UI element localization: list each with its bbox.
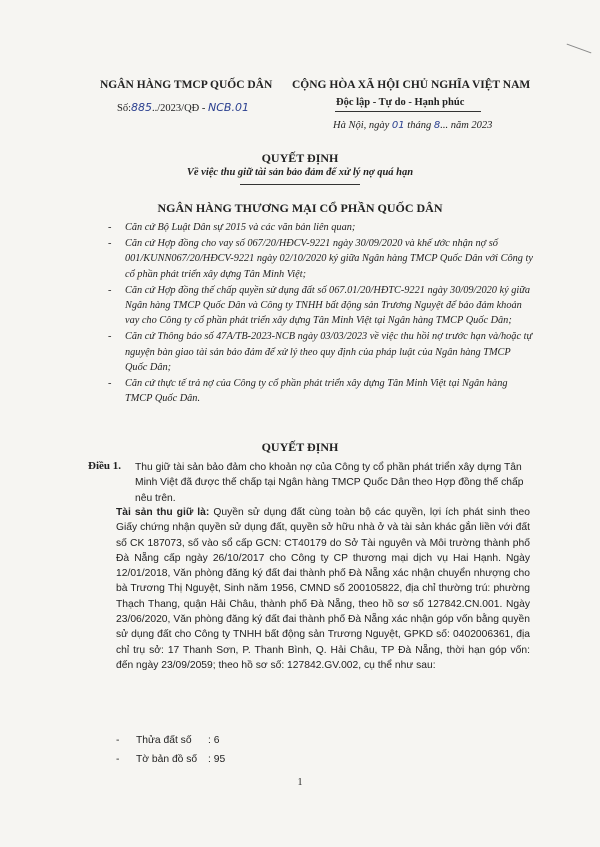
place-suffix: ... năm 2023 — [440, 120, 493, 131]
place-prefix: Hà Nội, ngày — [333, 120, 392, 131]
decision-title: QUYẾT ĐỊNH — [261, 151, 339, 165]
doc-number-handwritten-code: NCB.01 — [208, 101, 249, 114]
doc-number-prefix: Số: — [117, 103, 132, 114]
legal-basis-list — [108, 220, 533, 407]
spec-value: : 95 — [208, 754, 226, 765]
faint-stamp — [548, 662, 570, 702]
spec-label: Thửa đất số — [136, 735, 192, 746]
scan-edge-mark — [567, 44, 592, 54]
issuer-name: NGÂN HÀNG THƯƠNG MẠI CỔ PHẦN QUỐC DÂN — [157, 201, 443, 215]
month-handwritten: 8 — [433, 120, 441, 131]
national-motto: Độc lập - Tự do - Hạnh phúc — [336, 97, 465, 108]
document-number — [117, 101, 249, 114]
legal-basis-item: - Căn cứ Hợp đồng cho vay số 067/20/HĐCV-9221 ngày 30/09/2020 và khế ước nhận nợ số 001/KUNN067/20/HĐCV-9221 ngày 02/10/2020 ký giữa Ngân hàng TMCP Quốc Dân với Công ty cổ phần phát triển xây dựng Tân Minh Việt; — [108, 238, 533, 280]
place-middle: tháng — [404, 120, 434, 131]
place-date — [333, 120, 492, 131]
article-1-text: Thu giữ tài sản bảo đảm cho khoản nợ của Công ty cổ phần phát triển xây dựng Tân Minh Việt đã được thế chấp tại Ngân hàng TMCP Quốc Dân theo Hợp đồng thế chấp nêu trên. — [135, 462, 524, 504]
spec-row-plot: - Thửa đất số : 6 — [116, 735, 220, 746]
legal-basis-item: - Căn cứ thực tế trả nợ của Công ty cổ phần phát triển xây dựng Tân Minh Việt tại Ngân hàng TMCP Quốc Dân. — [108, 378, 508, 405]
spec-row-map-sheet: - Tờ bản đồ số : 95 — [116, 754, 226, 765]
legal-basis-item: - Căn cứ Thông báo số 47A/TB-2023-NCB ngày 03/03/2023 về việc thu hồi nợ trước hạn và/hoặc tự nguyện bàn giao tài sản bảo đảm để xử lý theo quy định của pháp luật của Ngân hàng TMCP Quốc Dân; — [108, 331, 533, 373]
spec-label: Tờ bản đồ số — [136, 754, 198, 765]
asset-text: Quyền sử dụng đất cùng toàn bộ các quyền, lợi ích phát sinh theo Giấy chứng nhận quyền sử dụng đất, quyền sở hữu nhà ở và tài sản khác gắn liền với đất số CK 187073, số vào sổ cấp GCN: CT40179 do Sở Tài nguyên và Môi trường thành phố Đà Nẵng cấp ngày 26/10/2017 cho Công ty CP thương mại dịch vụ Hai Hạnh. Ngày 12/01/2018, Văn phòng đăng ký đất đai thành phố Đà Nẵng xác nhận chuyển nhượng cho bà Trương Thị Nguyệt, Sinh năm 1956, CMND số 200105822, địa chỉ thường trú: phường Thạch Thang, quận Hải Châu, thành phố Đà Nẵng, theo hồ sơ số 127842.CN.001. Ngày 23/06/2020, Văn phòng đăng ký đất đai thành phố Đà Nẵng xác nhận góp vốn bằng quyền sử dụng đất cho Công ty TNHH bất động sản Trương Nguyệt, GPKD số: 0402006361, địa chỉ trụ sở: 17 Thanh Sơn, P. Thanh Bình, Q. Hải Châu, TP Đà Nẵng, thời hạn góp vốn: đến ngày 23/09/2059; theo hồ sơ số: 127842.GV.002, cụ thể như sau: — [116, 507, 530, 671]
article-1-label: Điều 1. — [88, 460, 121, 472]
legal-basis-item: - Căn cứ Bộ Luật Dân sự 2015 và các văn bản liên quan; — [108, 222, 356, 233]
decision-subtitle: Về việc thu giữ tài sản bảo đảm để xử lý nợ quá hạn — [186, 167, 414, 178]
page-number: 1 — [297, 777, 303, 788]
bank-name: NGÂN HÀNG TMCP QUỐC DÂN — [100, 79, 273, 91]
spec-value: : 6 — [208, 735, 220, 746]
subtitle-underline — [240, 184, 360, 185]
country-name: CỘNG HÒA XÃ HỘI CHỦ NGHĨA VIỆT NAM — [292, 79, 531, 91]
asset-label: Tài sản thu giữ là: — [116, 507, 210, 518]
seized-asset-description — [116, 505, 530, 673]
doc-number-suffix: ../2023/QĐ - — [152, 103, 209, 114]
doc-number-handwritten: 885 — [131, 101, 153, 114]
decision-heading: QUYẾT ĐỊNH — [261, 440, 339, 454]
legal-basis-item: - Căn cứ Hợp đồng thế chấp quyền sử dụng đất số 067.01/20/HĐTC-9221 ngày 30/09/2020 ký giữa Ngân hàng TMCP Quốc Dân và Công ty TNHH bất động sản Trương Nguyệt để bảo đảm khoản vay cho Công ty cổ phần phát triển xây dựng Tân Minh Việt tại Ngân hàng TMCP Quốc Dân; — [108, 284, 531, 327]
day-handwritten: 01 — [391, 120, 405, 131]
motto-underline — [335, 111, 481, 112]
